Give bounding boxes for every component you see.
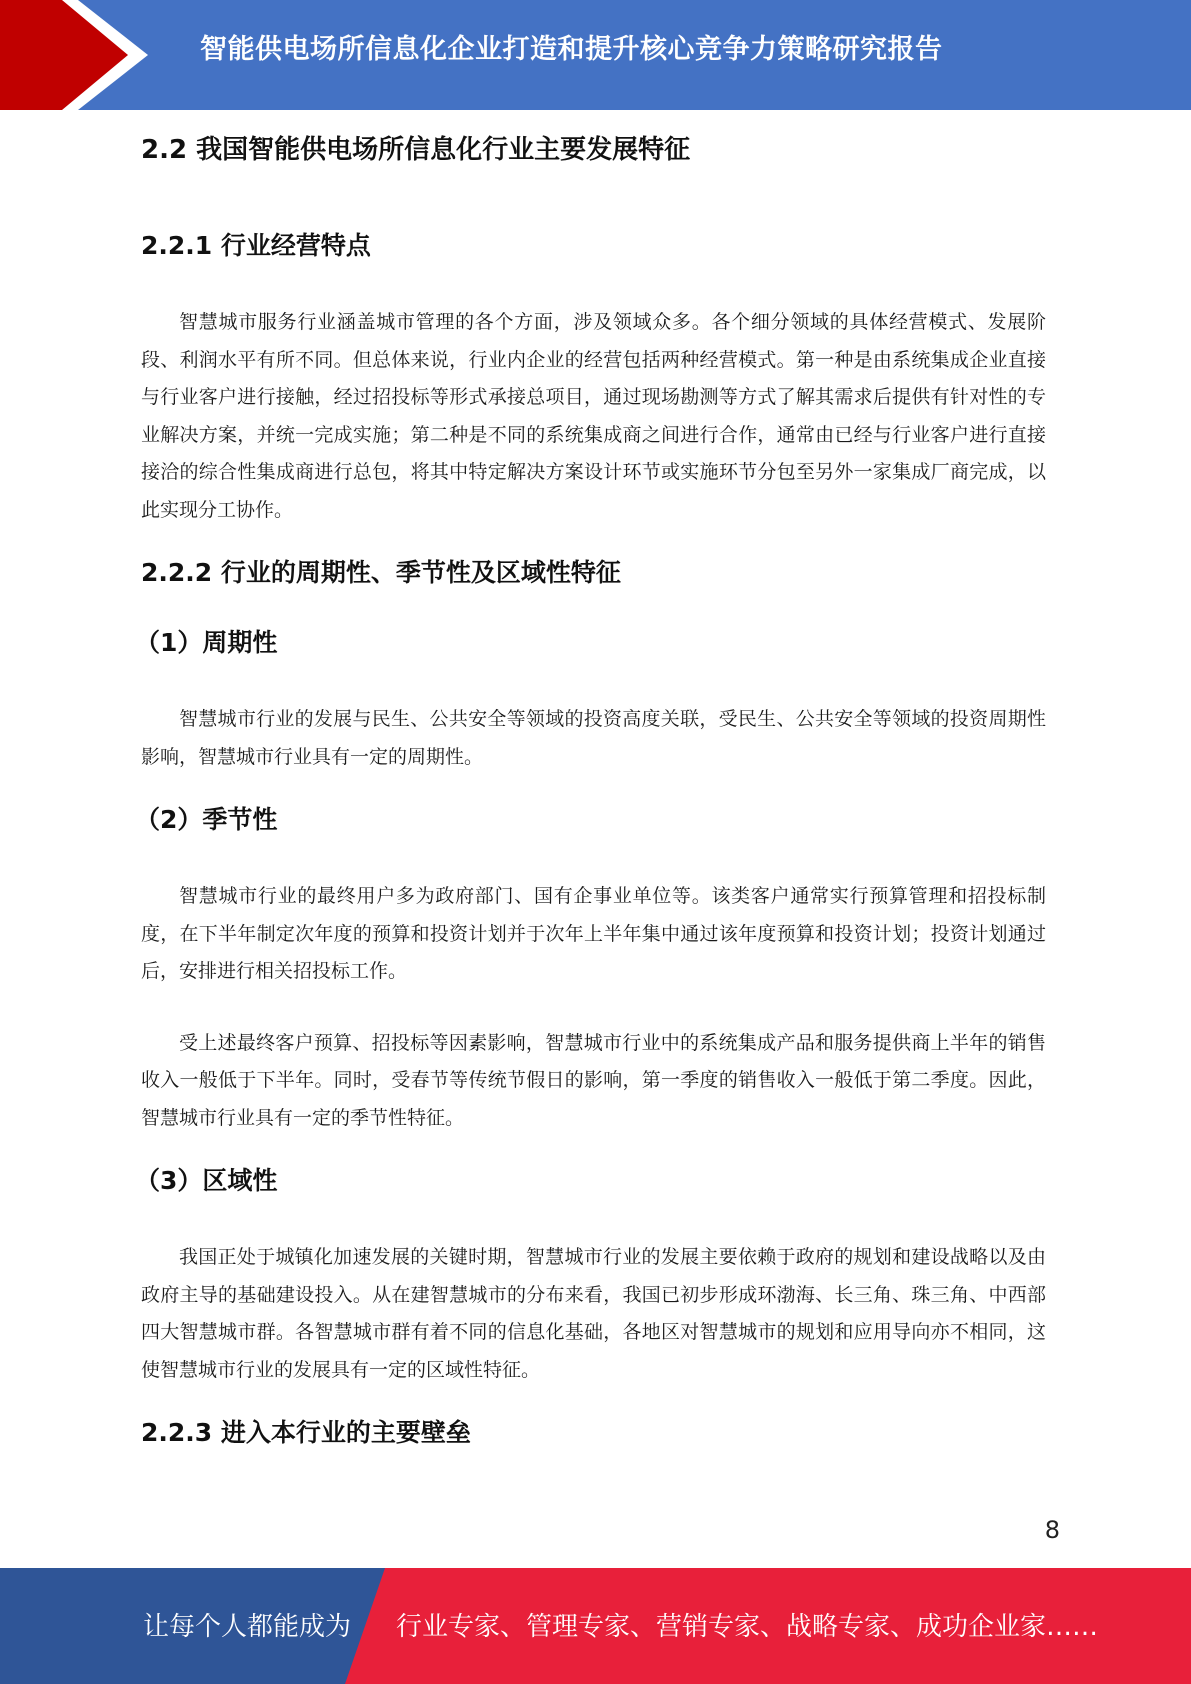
page-number: 8 bbox=[1044, 1516, 1060, 1544]
footer-slogan-left: 让每个人都能成为 bbox=[143, 1612, 352, 1642]
seasonal-paragraph-1: 智慧城市行业的最终用户多为政府部门、国有企事业单位等。该类客户通常实行预算管理和招投标制度，在下半年制定次年度的预算和投资计划并于次年上半年集中通过该年度预算和投资计划；投资计划通过后，安排进行相关招投标工作。 bbox=[141, 885, 1046, 982]
section-2-2-1-heading: 2.2.1 行业经营特点 bbox=[141, 231, 371, 260]
regional-heading: （3）区域性 bbox=[135, 1166, 278, 1195]
regional-paragraph: 我国正处于城镇化加速发展的关键时期，智慧城市行业的发展主要依赖于政府的规划和建设战略以及由政府主导的基础建设投入。从在建智慧城市的分布来看，我国已初步形成环渤海、长三角、珠三角、中西部四大智慧城市群。各智慧城市群有着不同的信息化基础，各地区对智慧城市的规划和应用导向亦不相同，这使智慧城市行业的发展具有一定的区域性特征。 bbox=[141, 1246, 1046, 1381]
seasonal-paragraph-2: 受上述最终客户预算、招投标等因素影响，智慧城市行业中的系统集成产品和服务提供商上半年的销售收入一般低于下半年。同时，受春节等传统节假日的影响，第一季度的销售收入一般低于第二季度。因此，智慧城市行业具有一定的季节性特征。 bbox=[141, 1031, 1046, 1129]
seasonal-heading: （2）季节性 bbox=[135, 805, 278, 834]
business-model-paragraph: 智慧城市服务行业涵盖城市管理的各个方面，涉及领域众多。各个细分领域的具体经营模式、发展阶段、利润水平有所不同。但总体来说，行业内企业的经营包括两种经营模式。第一种是由系统集成企业直接与行业客户进行接触，经过招投标等形式承接总项目，通过现场勘测等方式了解其需求后提供有针对性的专业解决方案，并统一完成实施；第二种是不同的系统集成商之间进行合作，通常由已经与行业客户进行直接接洽的综合性集成商进行总包，将其中特定解决方案设计环节或实施环节分包至另外一家集成厂商完成，以此实现分工协作。 bbox=[141, 311, 1046, 521]
section-2-2-heading: 2.2 我国智能供电场所信息化行业主要发展特征 bbox=[141, 135, 691, 165]
header-banner bbox=[0, 0, 1191, 110]
page-content bbox=[135, 110, 1046, 1457]
section-2-2-3-heading: 2.2.3 进入本行业的主要壁垒 bbox=[141, 1418, 471, 1447]
report-title: 智能供电场所信息化企业打造和提升核心竞争力策略研究报告 bbox=[200, 34, 943, 65]
section-2-2-2-heading: 2.2.2 行业的周期性、季节性及区域性特征 bbox=[141, 558, 621, 587]
cyclical-paragraph: 智慧城市行业的发展与民生、公共安全等领域的投资高度关联，受民生、公共安全等领域的投资周期性影响，智慧城市行业具有一定的周期性。 bbox=[141, 708, 1046, 768]
footer-slogan-right: 行业专家、管理专家、营销专家、战略专家、成功企业家…… bbox=[396, 1612, 1099, 1642]
cyclical-heading: （1）周期性 bbox=[135, 628, 278, 657]
footer-banner bbox=[0, 1568, 1191, 1684]
header-red-chevron-decoration bbox=[0, 0, 160, 110]
